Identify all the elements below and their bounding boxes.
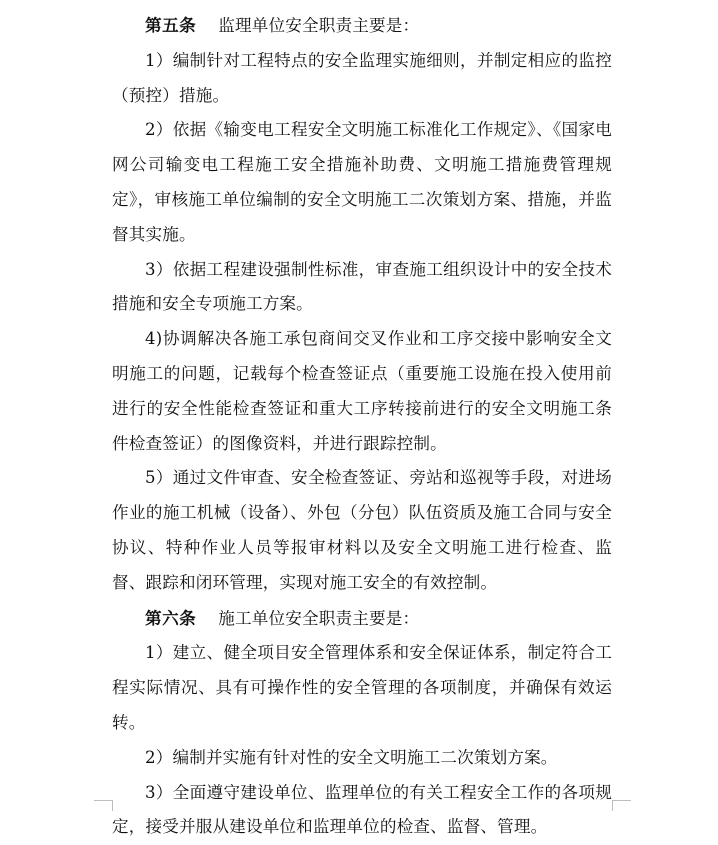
page-margin-mark-right [612, 800, 631, 811]
article-6-item-1: 1）建立、健全项目安全管理体系和安全保证体系，制定符合工程实际情况、具有可操作性的安全管理的各项制度，并确保有效运转。 [112, 643, 612, 732]
article-5-item-2: 2）依据《输变电工程安全文明施工标准化工作规定》、《国家电网公司输变电工程施工安全措施补助费、文明施工措施费管理规定》，审核施工单位编制的安全文明施工二次策划方案、措施，并监督其实施。 [112, 120, 612, 244]
article-6-heading [112, 601, 612, 637]
article-5-item-3: 3）依据工程建设强制性标准，审查施工组织设计中的安全技术措施和安全专项施工方案。 [112, 259, 612, 314]
article-6-item-2: 2）编制并实施有针对性的安全文明施工二次策划方案。 [145, 747, 558, 767]
article-5-item-1: 1）编制针对工程特点的安全监理实施细则，并制定相应的监控（预控）措施。 [112, 50, 612, 105]
article-6-title: 施工单位安全职责主要是： [218, 608, 420, 628]
article-5-number: 第五条 [145, 15, 197, 35]
document-body [112, 8, 612, 845]
article-5-item-4: 4)协调解决各施工承包商间交叉作业和工序交接中影响安全文明施工的问题，记载每个检查签证点（重要施工设施在投入使用前进行的安全性能检查签证和重大工序转接前进行的安全文明施工条件检查签证）的图像资料，并进行跟踪控制。 [112, 329, 612, 453]
article-5-title: 监理单位安全职责主要是： [218, 16, 420, 35]
article-6-number: 第六条 [145, 607, 197, 628]
article-5-item-5: 5）通过文件审查、安全检查签证、旁站和巡视等手段，对进场作业的施工机械（设备）、外包（分包）队伍资质及施工合同与安全协议、特种作业人员等报审材料以及安全文明施工进行检查、监督、跟踪和闭环管理，实现对施工安全的有效控制。 [112, 468, 612, 592]
article-5-heading [112, 8, 612, 44]
page-margin-mark-left [94, 800, 113, 811]
article-6-item-3: 3）全面遵守建设单位、监理单位的有关工程安全工作的各项规定，接受并服从建设单位和监理单位的检查、监督、管理。 [112, 782, 612, 837]
